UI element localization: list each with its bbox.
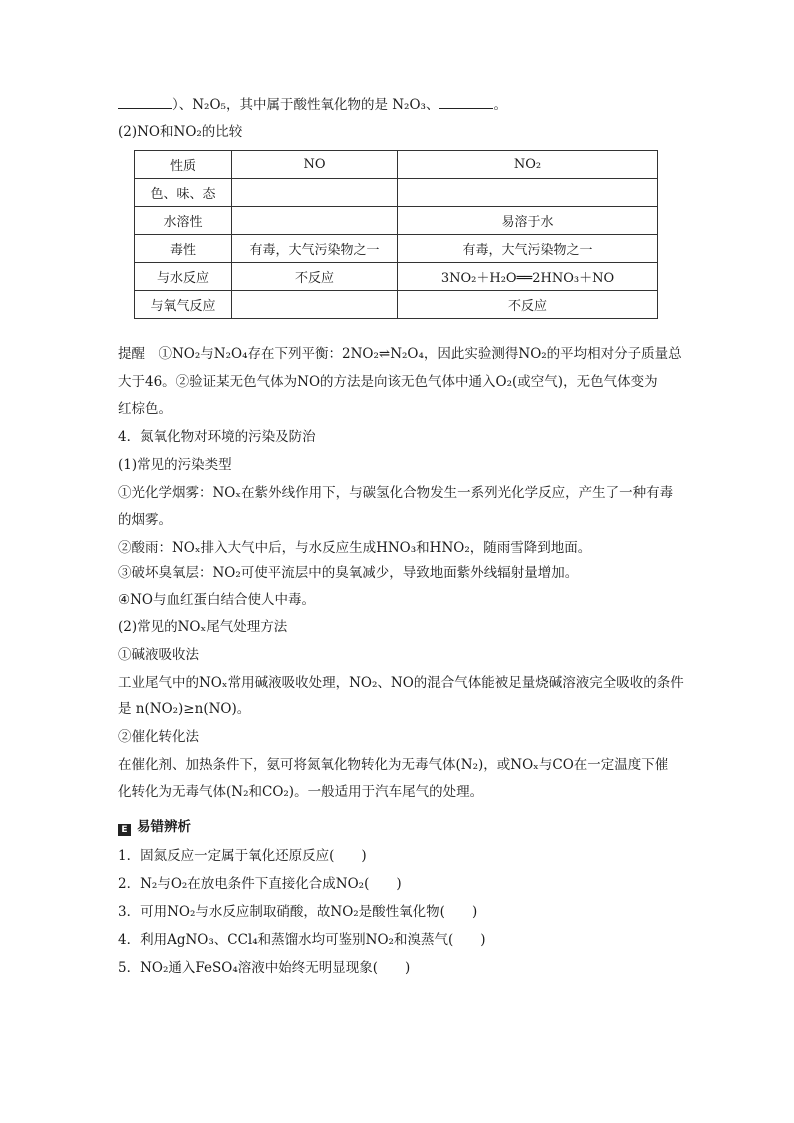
top-line-text-b: 。 [493, 97, 507, 113]
table-cell: 有毒，大气污染物之一 [232, 235, 398, 263]
list-item: 4．利用AgNO₃、CCl₄和蒸馏水均可鉴别NO₂和溴蒸气( ) [118, 932, 486, 948]
list-item: 3．可用NO₂与水反应制取硝酸，故NO₂是酸性氧化物( ) [118, 904, 478, 920]
table-cell: 水溶性 [135, 207, 232, 235]
method-2b: 化转化为无毒气体(N₂和CO₂)。一般适用于汽车尾气的处理。 [118, 784, 484, 800]
pollution-4: ④NO与血红蛋白结合使人中毒。 [118, 592, 315, 608]
section-4-sub-2: (2)常见的NOₓ尾气处理方法 [118, 619, 288, 635]
table-row [135, 235, 658, 263]
table-cell: 毒性 [135, 235, 232, 263]
table-cell: 色、味、态 [135, 179, 232, 207]
table-header-row [135, 151, 658, 179]
table-cell: 与水反应 [135, 263, 232, 291]
table-row [135, 207, 658, 235]
error-section-heading [118, 817, 191, 837]
table-cell: 与氧气反应 [135, 291, 232, 319]
table-cell: 不反应 [232, 263, 398, 291]
blank-2 [439, 94, 493, 109]
method-1-title: ①碱液吸收法 [118, 647, 199, 663]
pollution-1a: ①光化学烟雾：NOₓ在紫外线作用下，与碳氢化合物发生一系列光化学反应，产生了一种有毒 [118, 485, 674, 501]
section-4-title: 4．氮氧化物对环境的污染及防治 [118, 429, 316, 445]
list-item: 5．NO₂通入FeSO₄溶液中始终无明显现象( ) [118, 960, 411, 976]
header-cell: NO [232, 151, 398, 179]
list-item: 2．N₂与O₂在放电条件下直接化合成NO₂( ) [118, 876, 402, 892]
table-row [135, 291, 658, 319]
section-badge-icon: E [118, 824, 131, 836]
pollution-2: ②酸雨：NOₓ排入大气中后，与水反应生成HNO₃和HNO₂，随雨雪降到地面。 [118, 540, 592, 556]
table-cell [232, 179, 398, 207]
tip-line-2: 大于46。②验证某无色气体为NO的方法是向该无色气体中通入O₂(或空气)，无色气体变为 [118, 374, 658, 390]
table-cell: 易溶于水 [398, 207, 658, 235]
pollution-1b: 的烟雾。 [118, 512, 172, 528]
blank-1 [118, 94, 172, 109]
error-section-title: 易错辨析 [137, 819, 191, 835]
comparison-table [134, 150, 658, 319]
table-cell [232, 207, 398, 235]
table-row [135, 263, 658, 291]
top-line-text-a: ）、N₂O₅，其中属于酸性氧化物的是 N₂O₃、 [172, 97, 440, 113]
table-cell: 有毒，大气污染物之一 [398, 235, 658, 263]
tip-line-3: 红棕色。 [118, 401, 172, 417]
table-cell: 3NO₂＋H₂O══2HNO₃＋NO [398, 263, 658, 291]
header-cell: 性质 [135, 151, 232, 179]
table-cell: 不反应 [398, 291, 658, 319]
pollution-3: ③破坏臭氧层：NO₂可使平流层中的臭氧减少，导致地面紫外线辐射量增加。 [118, 565, 579, 581]
header-cell: NO₂ [398, 151, 658, 179]
table-row [135, 179, 658, 207]
method-1a: 工业尾气中的NOₓ常用碱液吸收处理，NO₂、NO的混合气体能被足量烧碱溶液完全吸收的条件 [118, 675, 684, 691]
tip-line-1: 提醒 ①NO₂与N₂O₄存在下列平衡：2NO₂⇌N₂O₄，因此实验测得NO₂的平均相对分子质量总 [118, 346, 682, 362]
section-4-sub-1: (1)常见的污染类型 [118, 457, 232, 473]
method-2-title: ②催化转化法 [118, 729, 199, 745]
top-line [118, 94, 507, 115]
compare-title: (2)NO和NO₂的比较 [118, 124, 243, 140]
table-cell [398, 179, 658, 207]
method-2a: 在催化剂、加热条件下，氨可将氮氧化物转化为无毒气体(N₂)，或NOₓ与CO在一定温度下催 [118, 757, 669, 773]
table-cell [232, 291, 398, 319]
list-item: 1．固氮反应一定属于氧化还原反应( ) [118, 848, 367, 864]
method-1b: 是 n(NO₂)≥n(NO)。 [118, 701, 251, 717]
